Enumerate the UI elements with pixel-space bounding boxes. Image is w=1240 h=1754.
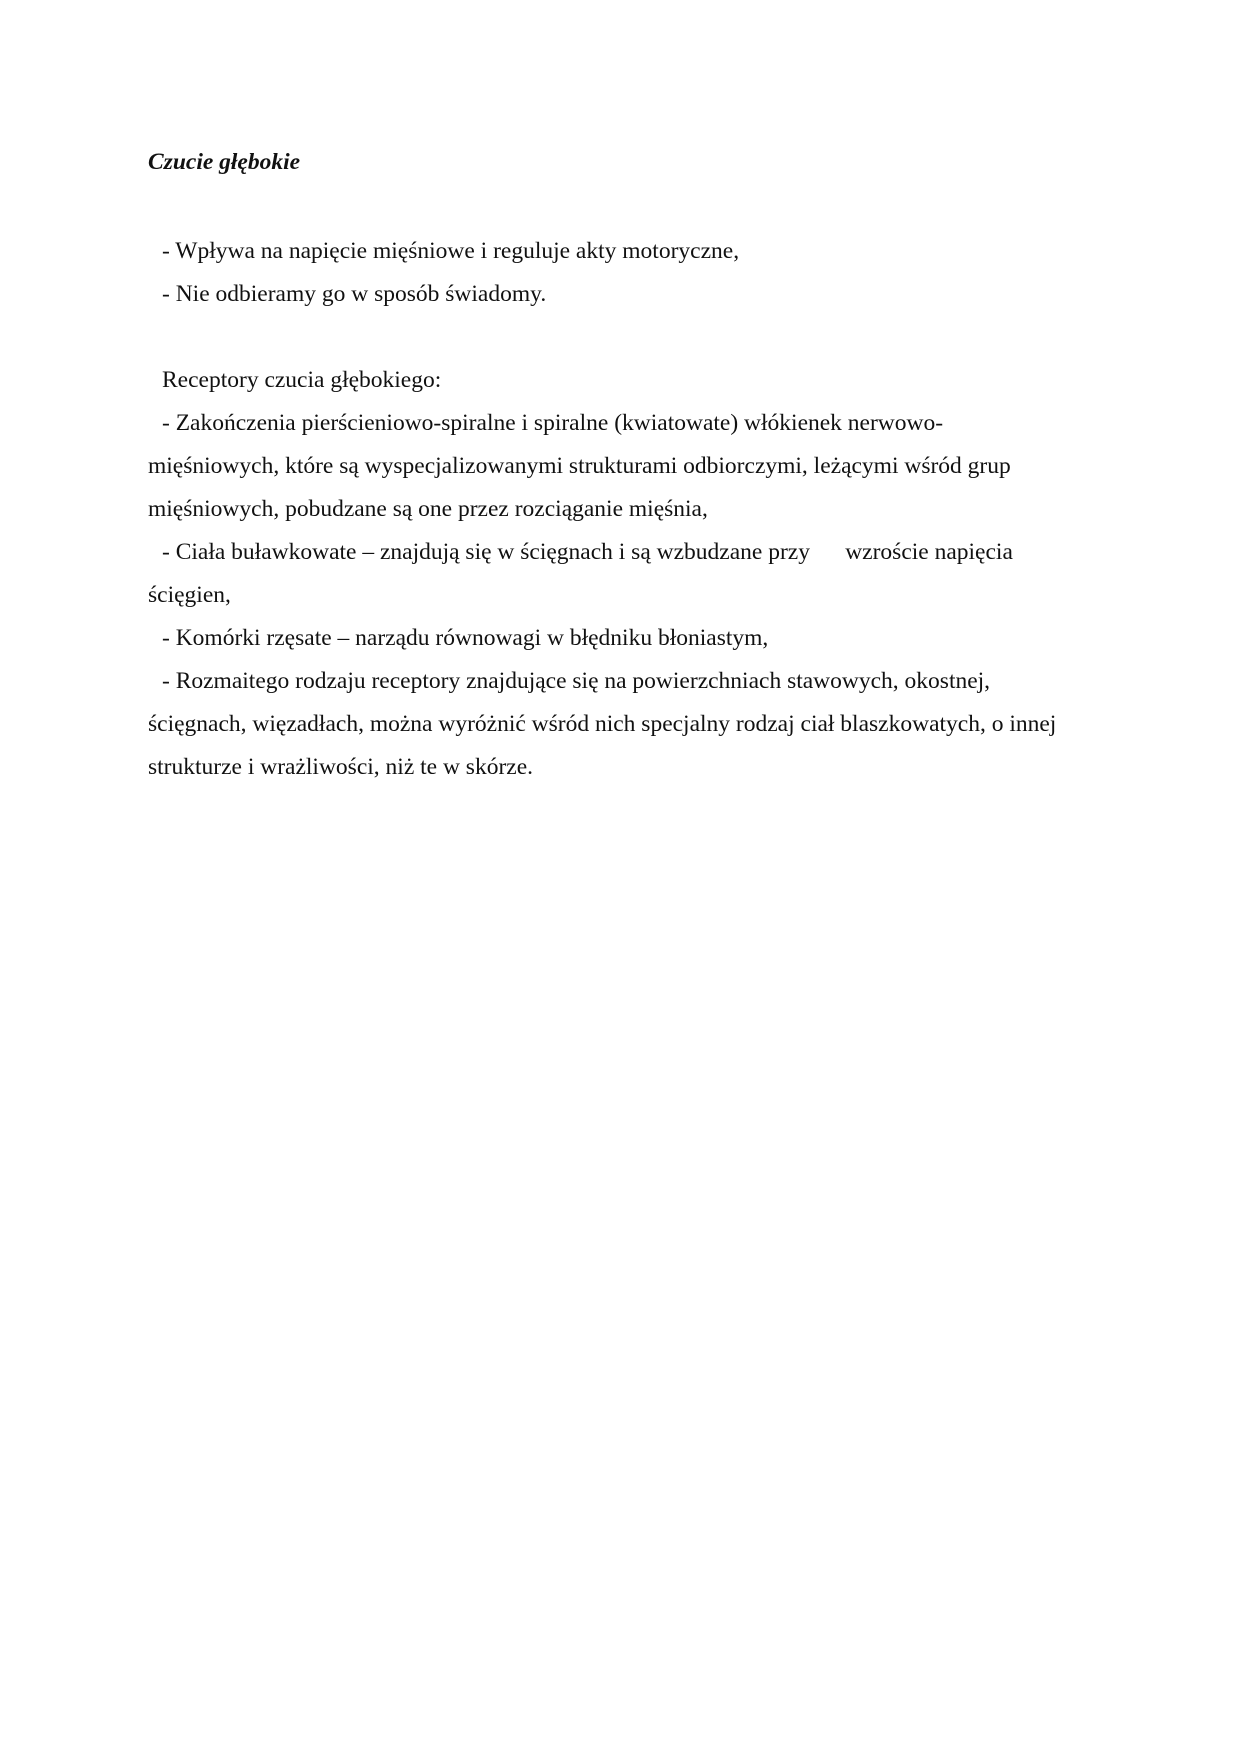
list-item: [148, 531, 1068, 617]
receptors-heading: Receptory czucia głębokiego:: [162, 367, 442, 393]
document-title: Czucie głębokie: [148, 149, 301, 175]
list-item: - Wpływa na napięcie mięśniowe i reguluje akty motoryczne,: [162, 238, 740, 264]
list-item-text: - Rozmaitego rodzaju receptory znajdujące się na powierzchniach stawowych, okostnej, ścięgnach, więzadłach, można wyróżnić wśród nich specjalny rodzaj ciał blaszkowatych, o innej strukturze i wrażliwości, niż te w skórze.: [148, 668, 1057, 780]
list-item: [148, 402, 1068, 531]
intro-list: [148, 230, 1068, 316]
list-item: - Nie odbieramy go w sposób świadomy.: [162, 281, 547, 307]
document-body: [148, 144, 1068, 789]
spacer: [148, 316, 1068, 359]
receptor-list: [148, 402, 1068, 789]
list-item: [148, 660, 1068, 789]
spacer: [148, 180, 1068, 230]
list-item-text: - Ciała buławkowate – znajdują się w ścięgnach i są wzbudzane przy wzroście napięcia ścięgien,: [148, 539, 1019, 608]
list-item-text: - Zakończenia pierścieniowo-spiralne i spiralne (kwiatowate) włókienek nerwowo-mięśniowych, które są wyspecjalizowanymi strukturami odbiorczymi, leżącymi wśród grup mięśniowych, pobudzane są one przez rozciąganie mięśnia,: [148, 410, 1011, 522]
list-item-text: - Komórki rzęsate – narządu równowagi w błędniku błoniastym,: [162, 625, 769, 651]
list-item: [148, 617, 1068, 660]
